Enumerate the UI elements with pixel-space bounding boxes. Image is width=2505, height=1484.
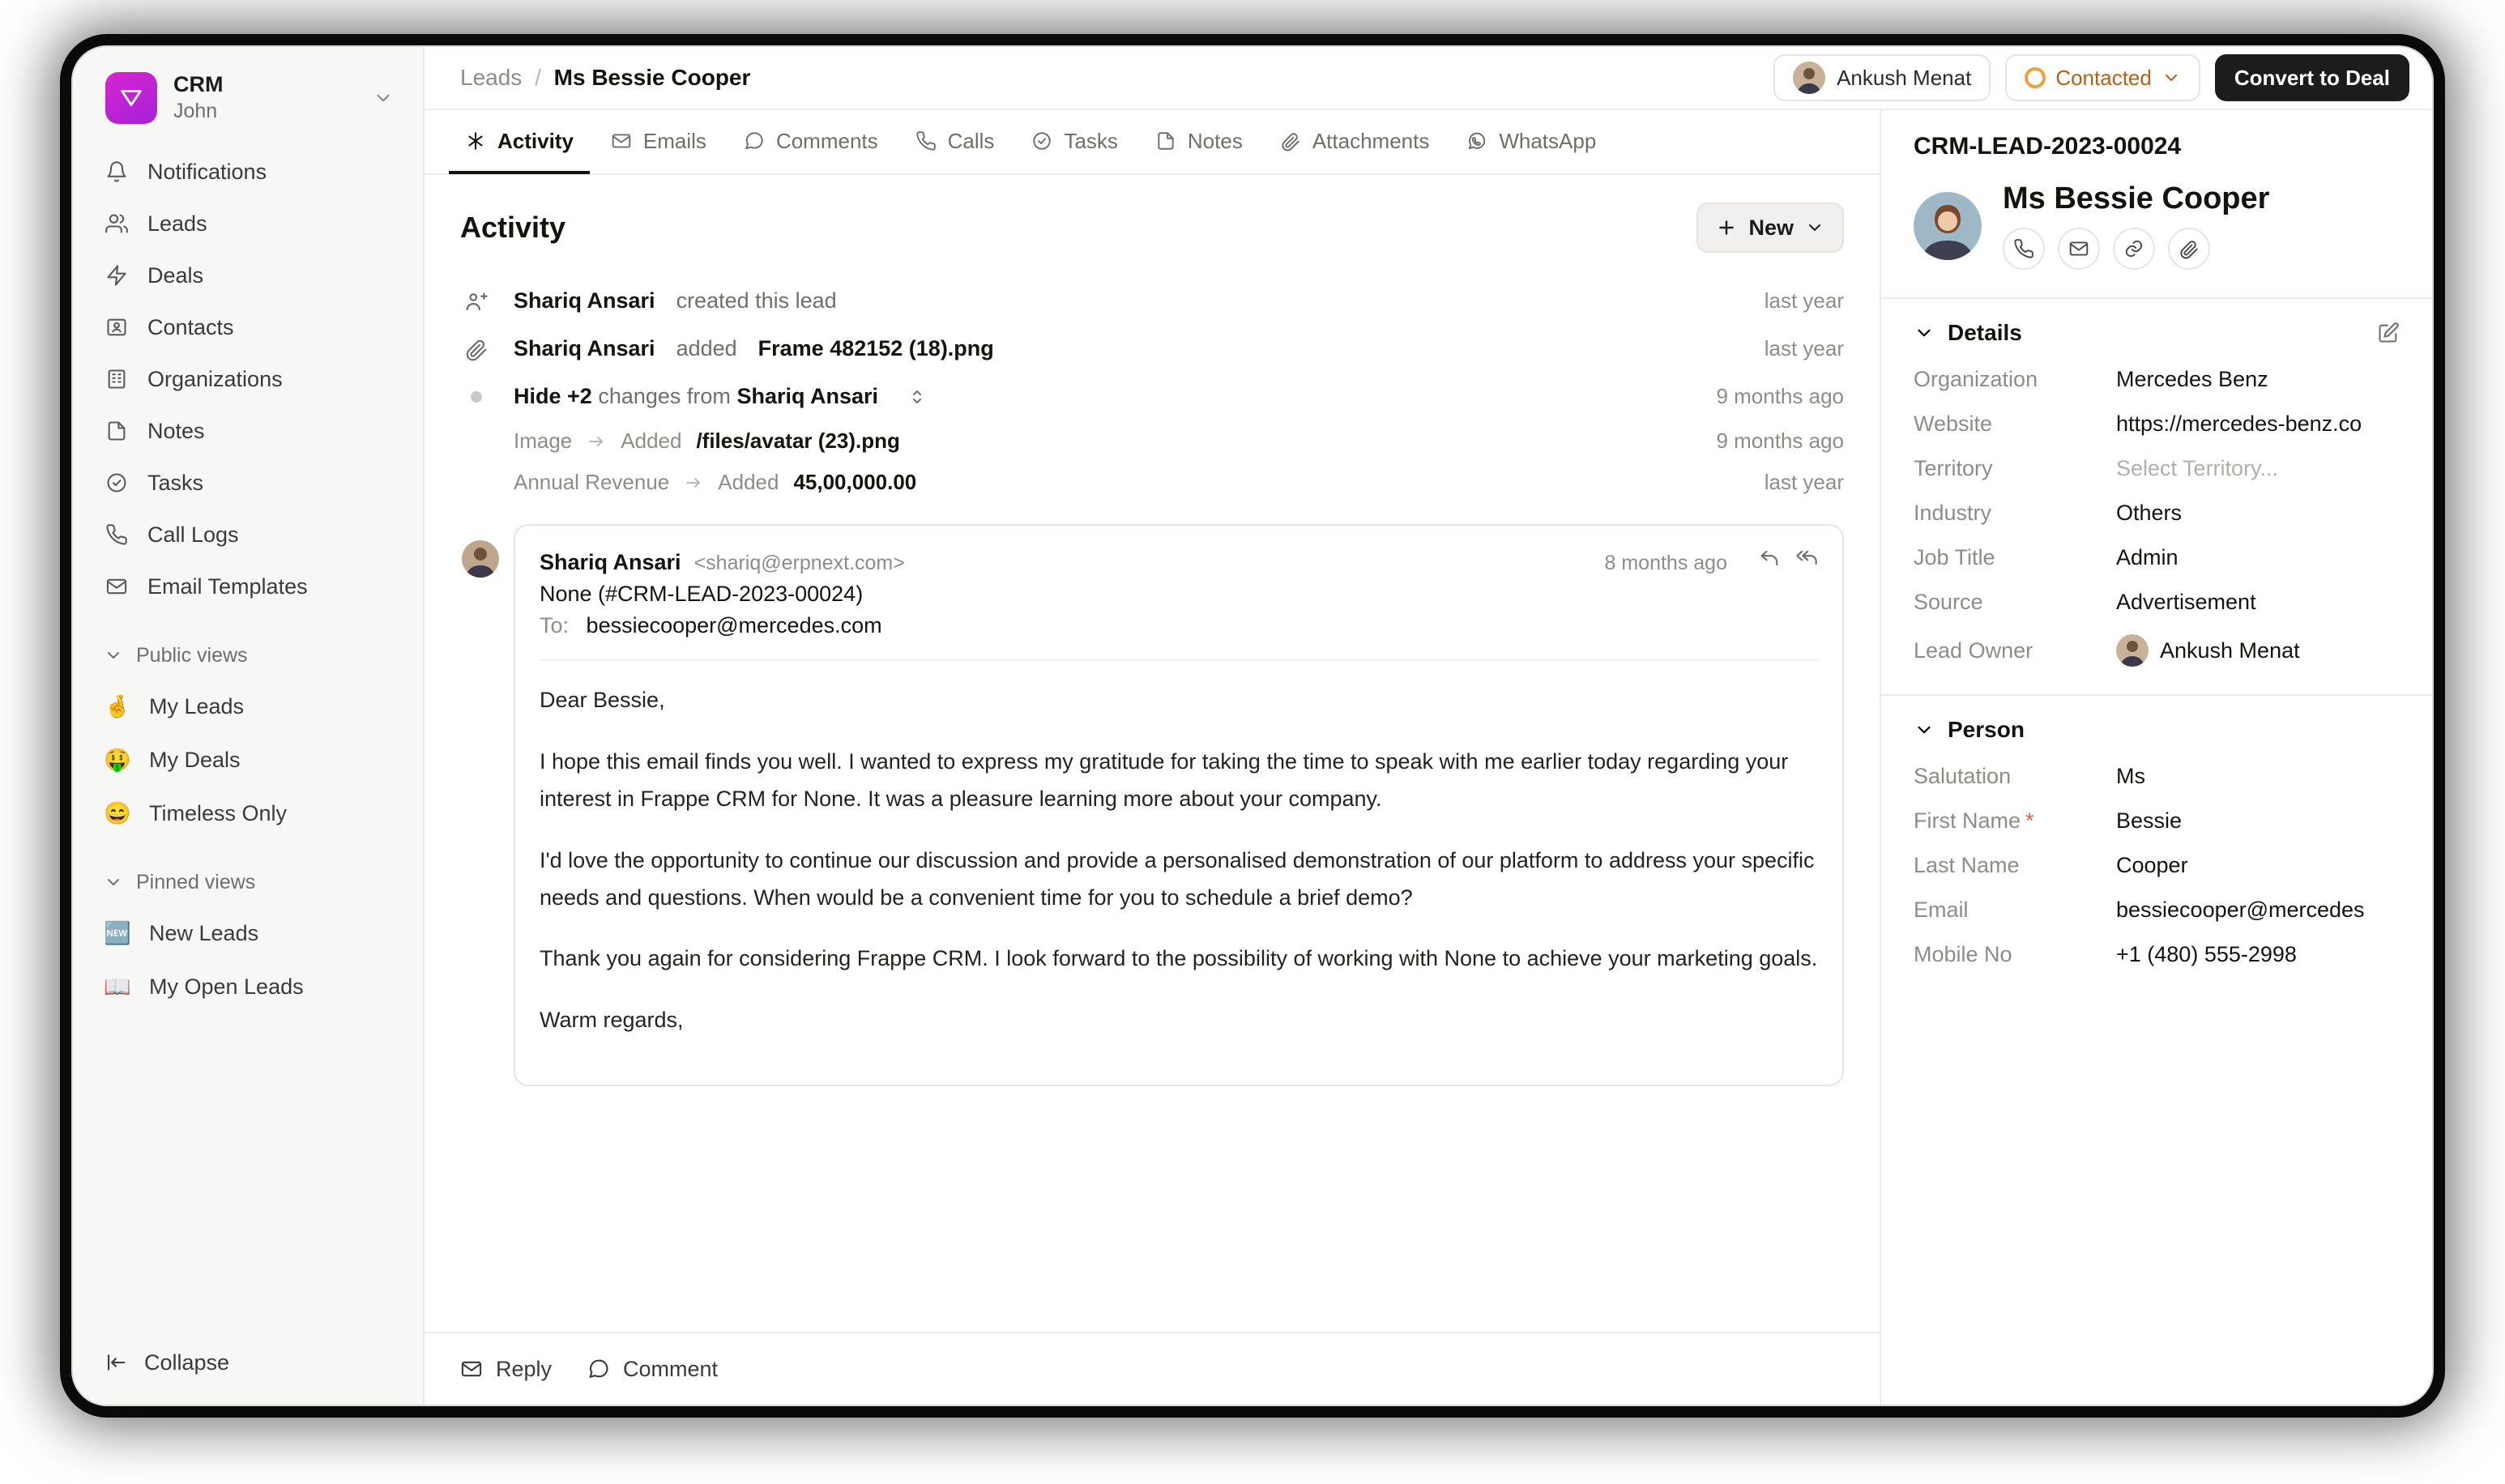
new-emoji-icon: 🆕 — [104, 921, 131, 945]
field-label: Territory — [1914, 456, 1993, 480]
collapse-icon — [105, 1351, 128, 1374]
brand-switcher[interactable] — [84, 62, 412, 134]
activity-header — [460, 203, 1844, 253]
activity-icon — [465, 130, 486, 151]
required-asterisk: * — [2025, 808, 2034, 833]
sidebar-item-label: New Leads — [149, 920, 259, 945]
sidebar-item-notifications[interactable] — [84, 147, 412, 197]
arrow-right-icon — [587, 432, 606, 451]
field-label: Salutation — [1914, 764, 2012, 788]
tab-emails[interactable] — [595, 111, 723, 174]
tab-whatsapp[interactable] — [1450, 111, 1612, 174]
sidebar-item-email-templates[interactable] — [84, 561, 412, 612]
avatar — [1793, 62, 1825, 94]
users-icon — [104, 211, 130, 237]
assignee-name: Ankush Menat — [1837, 65, 1972, 90]
change-field: Image — [514, 429, 573, 453]
field-label: Organization — [1914, 367, 2038, 391]
chevron-down-icon — [104, 646, 123, 665]
sidebar-item-label: Organizations — [147, 366, 283, 391]
tab-label: Calls — [947, 128, 995, 153]
hide-actor: Shariq Ansari — [736, 384, 879, 408]
email-paragraph: I'd love the opportunity to continue our discussion and provide a personalised demonstration of our platform to address your specific needs and questions. When would be a convenient time for you to schedule a brief demo? — [540, 847, 1815, 910]
detail-field-lead-owner[interactable] — [1881, 625, 2432, 676]
comment-button[interactable] — [587, 1357, 718, 1382]
field-label: Job Title — [1914, 545, 1995, 569]
change-action: Added — [718, 470, 779, 494]
sidebar-item-label: Deals — [147, 262, 204, 288]
field-value: https://mercedes-benz.co — [2116, 412, 2362, 436]
email-paragraph: Dear Bessie, — [540, 688, 665, 712]
reply-icon[interactable] — [1758, 547, 1781, 569]
sidebar-item-contacts[interactable] — [84, 302, 412, 352]
status-badge[interactable] — [2005, 54, 2200, 101]
main-area — [425, 47, 2432, 1405]
edit-icon[interactable] — [2377, 322, 2400, 344]
sidebar-item-label: My Leads — [149, 693, 245, 719]
chevron-down-icon — [1914, 322, 1935, 343]
book-emoji-icon: 📖 — [104, 974, 131, 999]
paperclip-icon — [1280, 130, 1301, 151]
sidebar — [73, 47, 425, 1405]
hide-middle: changes from — [598, 384, 731, 408]
mail-icon — [104, 574, 130, 599]
reply-icon — [460, 1358, 483, 1380]
sidebar-item-notes[interactable] — [84, 406, 412, 456]
sidebar-item-label: Notes — [147, 418, 205, 443]
bullet-dot-icon — [471, 391, 482, 403]
tab-label: Notes — [1187, 128, 1243, 153]
status-label: Contacted — [2055, 65, 2152, 90]
person-field-email[interactable] — [1881, 888, 2432, 932]
sidebar-item-label: Contacts — [147, 314, 234, 339]
bolt-icon — [104, 262, 130, 288]
sidebar-item-my-leads[interactable] — [84, 681, 412, 731]
note-icon — [1155, 130, 1176, 151]
change-field: Annual Revenue — [514, 470, 670, 494]
bell-icon — [104, 159, 130, 185]
person-section-header[interactable] — [1881, 696, 2432, 754]
breadcrumb-root[interactable]: Leads — [460, 65, 523, 90]
tab-calls[interactable] — [899, 111, 1011, 174]
note-icon — [104, 418, 130, 444]
sidebar-item-tasks[interactable] — [84, 458, 412, 508]
reply-label: Reply — [496, 1356, 553, 1381]
contact-icon — [104, 314, 130, 340]
email-paragraph: I hope this email finds you well. I wanted to express my gratitude for taking the time to speak with me earlier today regarding your interest in Frappe CRM for None. It was a pleasure learning more about your company. — [540, 748, 1789, 811]
chevron-down-icon — [373, 87, 394, 109]
lead-name: Ms Bessie Cooper — [2003, 181, 2270, 215]
breadcrumb-separator: / — [535, 65, 541, 90]
tab-notes[interactable] — [1139, 111, 1259, 174]
sidebar-item-label: Call Logs — [147, 522, 239, 547]
sidebar-item-timeless-only[interactable] — [84, 788, 412, 838]
email-icon — [611, 130, 632, 151]
check-circle-icon — [104, 470, 130, 496]
details-section-title: Details — [1948, 320, 2022, 345]
email-sender-address: <shariq@erpnext.com> — [693, 552, 905, 574]
activity-event — [460, 277, 1844, 325]
change-value: 45,00,000.00 — [793, 470, 917, 494]
detail-panel — [1881, 110, 2432, 1405]
paperclip-icon — [460, 337, 493, 361]
reply-all-icon[interactable] — [1795, 547, 1818, 569]
email-body — [540, 659, 1818, 1039]
avatar[interactable] — [1914, 192, 1982, 260]
event-time: 9 months ago — [1716, 384, 1844, 408]
activity-change-row — [460, 420, 1844, 462]
whatsapp-icon — [1466, 130, 1487, 151]
comment-icon — [587, 1358, 610, 1380]
field-label: Website — [1914, 412, 1993, 436]
sidebar-group-label: Public views — [136, 643, 248, 667]
sidebar-item-my-open-leads[interactable] — [84, 962, 412, 1012]
sidebar-item-label: My Open Leads — [149, 974, 304, 999]
link-icon[interactable] — [2113, 228, 2155, 270]
breadcrumb-current: Ms Bessie Cooper — [553, 65, 751, 90]
sidebar-item-label: Notifications — [147, 159, 267, 184]
breadcrumb — [460, 65, 750, 91]
email-subject: None (#CRM-LEAD-2023-00024) — [540, 582, 864, 606]
mail-icon[interactable] — [2058, 228, 2100, 270]
sidebar-item-leads[interactable] — [84, 198, 412, 249]
status-dot-icon — [2025, 67, 2046, 88]
email-sender: Shariq Ansari — [540, 550, 681, 574]
email-card — [514, 524, 1844, 1086]
sidebar-nav — [73, 145, 423, 613]
event-actor: Shariq Ansari — [514, 288, 655, 313]
field-value: Bessie — [2116, 808, 2183, 833]
person-field-last-name[interactable] — [1881, 843, 2432, 888]
hide-count: +2 — [567, 384, 592, 408]
avatar — [462, 540, 499, 578]
email-header — [540, 547, 1818, 575]
person-field-mobile-no[interactable] — [1881, 932, 2432, 977]
sidebar-item-label: Timeless Only — [149, 800, 288, 825]
task-icon — [1031, 130, 1052, 151]
detail-field-source[interactable] — [1881, 580, 2432, 625]
email-paragraph: Warm regards, — [540, 1008, 684, 1033]
sidebar-item-my-deals[interactable] — [84, 735, 412, 785]
tab-activity[interactable] — [449, 111, 590, 174]
field-value: bessiecooper@mercedes — [2116, 898, 2365, 922]
sidebar-item-new-leads[interactable] — [84, 908, 412, 958]
detail-field-organization[interactable] — [1881, 357, 2432, 402]
tab-label: WhatsApp — [1499, 128, 1597, 153]
field-value: Admin — [2116, 545, 2179, 569]
detail-field-website[interactable] — [1881, 402, 2432, 446]
tab-label: Emails — [642, 128, 706, 153]
activity-change-row — [460, 462, 1844, 503]
event-time: last year — [1764, 336, 1844, 360]
activity-hide-changes-row[interactable] — [460, 373, 1844, 420]
brand-user: John — [173, 99, 218, 122]
sidebar-group-label: Pinned views — [136, 870, 256, 893]
chevron-down-icon — [2161, 68, 2181, 87]
convert-to-deal-button[interactable]: Convert to Deal — [2215, 54, 2409, 101]
event-time: last year — [1764, 288, 1844, 313]
lead-id: CRM-LEAD-2023-00024 — [1914, 133, 2182, 160]
email-to-address: bessiecooper@mercedes.com — [586, 613, 882, 638]
avatar — [2116, 634, 2149, 667]
chevron-down-icon — [1805, 218, 1824, 237]
change-action: Added — [621, 429, 682, 453]
arrow-right-icon — [684, 473, 703, 493]
person-field-salutation[interactable] — [1881, 754, 2432, 799]
new-activity-label: New — [1748, 215, 1794, 240]
sidebar-collapse-button[interactable] — [84, 1337, 412, 1388]
center-column — [425, 110, 1881, 1405]
tab-label: Activity — [497, 128, 574, 153]
sidebar-item-label: My Deals — [149, 747, 241, 772]
activity-scroll-area[interactable] — [425, 175, 1880, 1332]
detail-field-territory[interactable] — [1881, 446, 2432, 491]
detail-field-industry[interactable] — [1881, 491, 2432, 535]
building-icon — [104, 366, 130, 392]
paperclip-icon[interactable] — [2168, 228, 2210, 270]
hide-prefix: Hide — [514, 384, 561, 408]
field-value: Cooper — [2116, 853, 2188, 877]
sidebar-collapse-label: Collapse — [144, 1350, 230, 1375]
tab-comments[interactable] — [728, 111, 894, 174]
field-value: Ankush Menat — [2160, 638, 2300, 663]
field-value: Others — [2116, 501, 2183, 525]
sidebar-item-deals[interactable] — [84, 250, 412, 301]
hand-emoji-icon: 🤞 — [104, 694, 131, 719]
page-title: Activity — [460, 211, 566, 244]
email-to-label: To: — [540, 613, 570, 638]
field-value: +1 (480) 555-2998 — [2116, 942, 2297, 966]
event-actor: Shariq Ansari — [514, 336, 655, 360]
new-activity-button[interactable] — [1696, 203, 1844, 253]
field-value: Ms — [2116, 764, 2145, 788]
tab-tasks[interactable] — [1015, 111, 1133, 174]
field-label: Mobile No — [1914, 942, 2012, 966]
reply-button[interactable] — [460, 1357, 552, 1382]
event-action: created this lead — [676, 288, 837, 313]
phone-icon — [104, 522, 130, 548]
chevron-down-icon — [1914, 719, 1935, 740]
event-time: 9 months ago — [1716, 429, 1844, 453]
person-field-first-name[interactable] — [1881, 799, 2432, 843]
detail-field-job-title[interactable] — [1881, 535, 2432, 580]
comment-icon — [744, 130, 765, 151]
event-action: added — [676, 336, 737, 360]
comment-label: Comment — [623, 1356, 719, 1381]
tab-bar — [425, 110, 1880, 175]
sidebar-item-call-logs[interactable] — [84, 510, 412, 560]
field-label: Industry — [1914, 501, 1992, 525]
lead-quick-actions — [2003, 228, 2269, 270]
plus-icon — [1716, 217, 1737, 238]
crm-logo-icon — [105, 72, 157, 124]
change-value: /files/avatar (23).png — [696, 429, 900, 453]
field-value: Select Territory... — [2116, 456, 2279, 480]
assignee-chip[interactable] — [1773, 54, 1991, 101]
sidebar-item-label: Email Templates — [147, 574, 308, 599]
sidebar-item-label: Leads — [147, 211, 207, 236]
brand-title: CRM — [173, 72, 224, 96]
tab-attachments[interactable] — [1264, 111, 1446, 174]
email-paragraph: Thank you again for considering Frappe CRM. I look forward to the possibility of working with None to achieve your marketing goals. — [540, 946, 1818, 971]
money-face-emoji-icon: 🤑 — [104, 748, 131, 772]
email-time: 8 months ago — [1604, 552, 1727, 574]
field-value: Mercedes Benz — [2116, 367, 2268, 391]
chevron-down-icon — [104, 872, 123, 892]
lead-id-row — [1881, 110, 2432, 160]
lead-created-icon — [460, 289, 493, 313]
field-label: Email — [1914, 898, 1969, 922]
sidebar-item-label: Tasks — [147, 470, 204, 495]
field-label: First Name — [1914, 808, 2021, 833]
activity-event — [460, 325, 1844, 373]
sidebar-item-organizations[interactable] — [84, 354, 412, 404]
tab-label: Attachments — [1312, 128, 1430, 153]
field-value: Advertisement — [2116, 590, 2256, 614]
topbar — [425, 47, 2432, 110]
field-label: Source — [1914, 590, 1983, 614]
lead-hero — [1881, 160, 2432, 299]
email-recipient-row — [540, 613, 1818, 638]
tab-label: Tasks — [1064, 128, 1118, 153]
sidebar-group-public-views[interactable] — [84, 634, 412, 676]
field-label: Last Name — [1914, 853, 2020, 877]
smile-emoji-icon: 😄 — [104, 801, 131, 825]
event-file: Frame 482152 (18).png — [757, 336, 994, 360]
event-time: last year — [1764, 470, 1844, 494]
details-section-header[interactable] — [1881, 299, 2432, 357]
sort-toggle-icon[interactable] — [907, 387, 927, 407]
app-window — [71, 45, 2434, 1406]
field-label: Lead Owner — [1914, 638, 2033, 663]
content-row — [425, 110, 2432, 1405]
person-section-title: Person — [1948, 717, 2025, 742]
phone-icon[interactable] — [2003, 228, 2045, 270]
sidebar-group-pinned-views[interactable] — [84, 861, 412, 903]
phone-icon — [915, 130, 937, 151]
composer-actions — [425, 1332, 1880, 1405]
tab-label: Comments — [775, 128, 878, 153]
